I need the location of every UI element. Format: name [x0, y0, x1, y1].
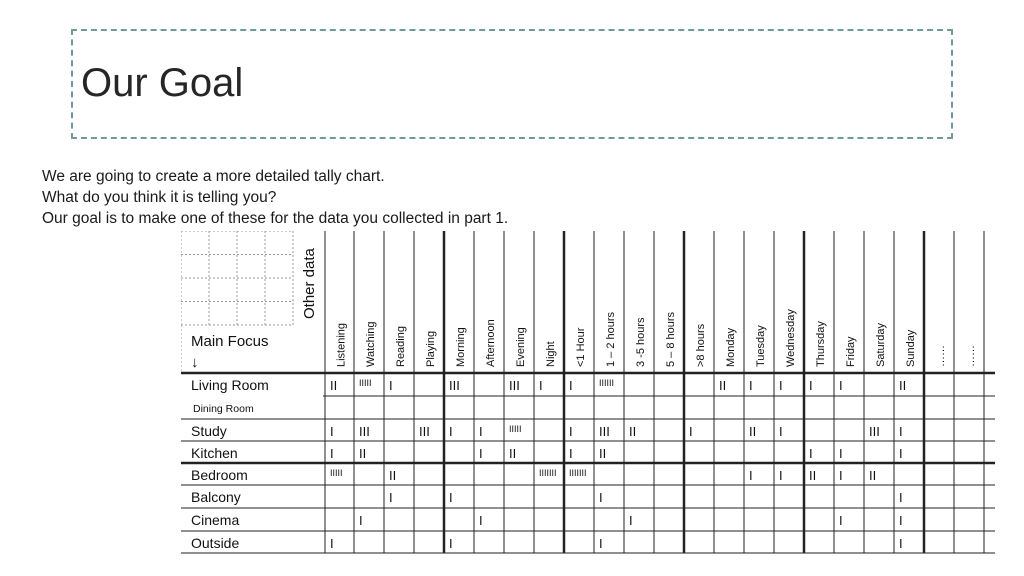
- intro-line-2: What do you think it is telling you?: [42, 189, 277, 206]
- column-header: 1 – 2 hours: [605, 311, 617, 367]
- row-label: Dining Room: [193, 403, 254, 415]
- tally-mark: IIIII: [359, 378, 372, 388]
- tally-mark: I: [809, 446, 813, 461]
- tally-mark: I: [330, 536, 334, 551]
- tally-mark: I: [479, 446, 483, 461]
- tally-mark: IIIIIII: [569, 468, 587, 478]
- tally-mark: II: [899, 378, 907, 393]
- row-label: Outside: [191, 535, 240, 551]
- column-header: Night: [545, 341, 557, 367]
- intro-line-3: Our goal is to make one of these for the data you collected in part 1.: [42, 210, 509, 227]
- row-label: Kitchen: [191, 445, 238, 461]
- row-label: Cinema: [191, 512, 240, 528]
- column-header: Playing: [425, 330, 437, 367]
- tally-mark: IIIIII: [599, 378, 615, 388]
- slide-title: Our Goal: [81, 61, 244, 105]
- tally-mark: I: [569, 378, 573, 393]
- tally-mark: I: [839, 446, 843, 461]
- intro-text: [42, 166, 508, 229]
- tally-mark: III: [449, 378, 460, 393]
- tally-mark: III: [359, 424, 370, 439]
- tally-mark: II: [749, 424, 757, 439]
- tally-mark: II: [359, 446, 367, 461]
- row-label: Study: [191, 423, 227, 439]
- tally-chart-svg: [181, 231, 995, 555]
- tally-mark: I: [779, 468, 783, 483]
- row-label: Living Room: [191, 377, 269, 393]
- tally-mark: I: [689, 424, 693, 439]
- intro-line-1: We are going to create a more detailed tally chart.: [42, 168, 385, 185]
- tally-mark: I: [899, 446, 903, 461]
- tally-mark: I: [599, 490, 603, 505]
- tally-chart: [181, 231, 995, 555]
- tally-mark: I: [569, 424, 573, 439]
- tally-mark: IIIII: [509, 424, 522, 434]
- tally-mark: I: [839, 468, 843, 483]
- tally-mark: I: [389, 490, 393, 505]
- tally-mark: I: [599, 536, 603, 551]
- row-label: Bedroom: [191, 467, 248, 483]
- column-header: Tuesday: [755, 325, 767, 367]
- column-header: ……: [965, 345, 977, 367]
- tally-mark: I: [479, 424, 483, 439]
- tally-mark: III: [869, 424, 880, 439]
- tally-mark: I: [539, 378, 543, 393]
- column-header: Saturday: [875, 322, 887, 367]
- column-header: Reading: [395, 326, 407, 367]
- column-header: Friday: [845, 336, 857, 367]
- tally-mark: I: [839, 513, 843, 528]
- column-header: <1 Hour: [575, 327, 587, 367]
- tally-mark: II: [599, 446, 607, 461]
- tally-mark: I: [569, 446, 573, 461]
- tally-mark: I: [899, 424, 903, 439]
- tally-mark: I: [899, 513, 903, 528]
- tally-mark: I: [629, 513, 633, 528]
- tally-mark: I: [779, 378, 783, 393]
- tally-mark: I: [899, 536, 903, 551]
- tally-mark: II: [509, 446, 517, 461]
- tally-mark: III: [419, 424, 430, 439]
- tally-mark: III: [599, 424, 610, 439]
- row-label: Balcony: [191, 489, 241, 505]
- tally-mark: IIIIIII: [539, 468, 557, 478]
- title-placeholder: [71, 29, 953, 139]
- tally-mark: I: [449, 424, 453, 439]
- tally-mark: I: [749, 468, 753, 483]
- tally-mark: II: [719, 378, 727, 393]
- main-focus-label: Main Focus: [191, 333, 269, 350]
- column-header: Sunday: [905, 329, 917, 367]
- tally-mark: I: [359, 513, 363, 528]
- column-header: Morning: [455, 327, 467, 367]
- tally-mark: I: [479, 513, 483, 528]
- column-header: Watching: [365, 321, 377, 367]
- tally-mark: II: [809, 468, 817, 483]
- tally-mark: I: [809, 378, 813, 393]
- column-header: 3 -5 hours: [635, 317, 647, 367]
- column-header: 5 – 8 hours: [665, 311, 677, 367]
- tally-mark: II: [869, 468, 877, 483]
- tally-mark: I: [749, 378, 753, 393]
- column-header: Evening: [515, 327, 527, 367]
- column-header: >8 hours: [695, 323, 707, 367]
- other-data-label: Other data: [301, 248, 318, 319]
- column-header: Listening: [335, 322, 348, 367]
- down-arrow-icon: ↓: [191, 354, 199, 371]
- tally-mark: I: [899, 490, 903, 505]
- tally-mark: II: [389, 468, 397, 483]
- tally-mark: II: [629, 424, 637, 439]
- column-header: Afternoon: [485, 319, 497, 367]
- column-header: Thursday: [815, 321, 827, 367]
- tally-mark: I: [330, 424, 334, 439]
- column-header: Wednesday: [785, 309, 797, 367]
- tally-mark: I: [330, 446, 334, 461]
- tally-mark: I: [449, 536, 453, 551]
- column-header: Monday: [725, 327, 737, 367]
- tally-mark: I: [839, 378, 843, 393]
- tally-mark: I: [389, 378, 393, 393]
- tally-mark: I: [449, 490, 453, 505]
- column-header: ……: [935, 345, 947, 367]
- tally-mark: II: [330, 378, 338, 393]
- tally-mark: IIIII: [330, 468, 343, 478]
- tally-mark: III: [509, 378, 520, 393]
- tally-mark: I: [779, 424, 783, 439]
